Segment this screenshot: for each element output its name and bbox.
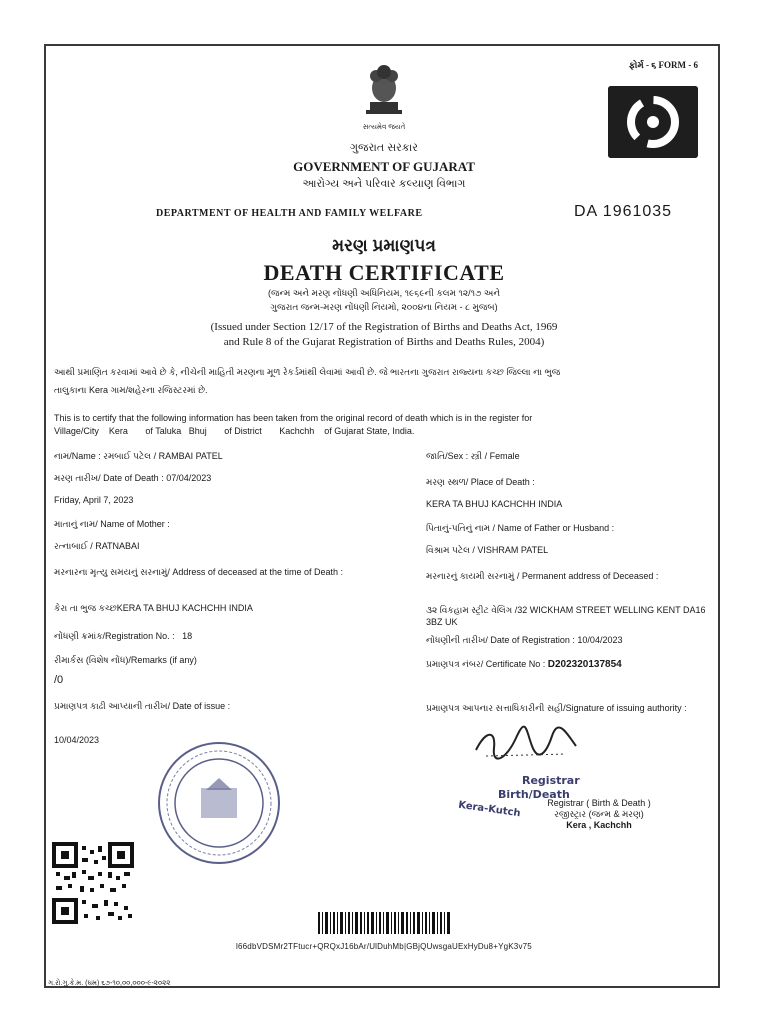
name-label: નામ/Name : bbox=[54, 451, 101, 461]
intro-english-line2: Village/City Kera of Taluka Bhuj of District Kachchh of Gujarat State, India. bbox=[54, 426, 415, 436]
certificate-sheet bbox=[44, 44, 720, 988]
date-of-death-words: Friday, April 7, 2023 bbox=[54, 495, 134, 505]
intro-gujarati-line2: તાલુકાના Kera ગામ/શહેરના રજિસ્ટરમાં છે. bbox=[54, 385, 208, 395]
father-value: વિશ્રામ પટેલ / VISHRAM PATEL bbox=[426, 545, 549, 555]
mother-value: રત્નાબાઈ / RATNABAI bbox=[54, 541, 140, 551]
title-gujarati: મરણ પ્રમાણપત્ર bbox=[332, 236, 436, 255]
barcode-icon bbox=[318, 912, 450, 934]
authority-line1: Registrar ( Birth & Death ) bbox=[547, 798, 651, 808]
registration-no-row bbox=[54, 630, 394, 642]
registration-no-value: 18 bbox=[182, 631, 193, 641]
barcode-text: l66dbVDSMr2TFtucr+QRQxJ16bAr/UlDuhMb|GBjQUwsgaUExHyDu8+YgK3v75 bbox=[236, 942, 532, 951]
remarks-label: રીમાર્કસ (વિશેષ નોંધ)/Remarks (if any) bbox=[54, 655, 197, 665]
sex-label: જાતિ/Sex : bbox=[426, 451, 469, 461]
sex-value: સ્ત્રી / Female bbox=[470, 451, 520, 461]
stamp-line3: Kera-Kutch bbox=[457, 799, 522, 820]
address-value: કેરા તા ભુજ કચ્છKERA TA BHUJ KACHCHH INDIA bbox=[54, 603, 253, 613]
signature-icon bbox=[466, 720, 586, 764]
certificate-no-row bbox=[426, 658, 718, 671]
remarks-value: /0 bbox=[54, 674, 64, 686]
registration-no-label: નોંધણી ક્રમાંક/Registration No. : bbox=[54, 631, 175, 641]
dept-gujarati: આરોગ્ય અને પરિવાર કલ્યાણ વિભાગ bbox=[302, 178, 466, 190]
emblem-caption: સત્યમેવ જયતે bbox=[362, 124, 406, 131]
stamp-line1: Registrar bbox=[522, 774, 580, 787]
registration-date-label: નોંધણીની તારીખ/ Date of Registration : bbox=[426, 635, 575, 645]
authority-line2: રજીસ્ટ્રાર (જન્મ & મરણ) bbox=[554, 809, 644, 819]
sex-row bbox=[426, 450, 718, 462]
act-english-line2: and Rule 8 of the Gujarat Registration of Births and Deaths Rules, 2004) bbox=[223, 336, 545, 348]
act-english-line1: (Issued under Section 12/17 of the Registration of Births and Deaths Act, 1969 bbox=[210, 321, 558, 333]
title-english: DEATH CERTIFICATE bbox=[263, 260, 505, 285]
qr-code-icon bbox=[52, 842, 134, 924]
place-of-death-value: KERA TA BHUJ KACHCHH INDIA bbox=[426, 499, 563, 509]
serial-number: DA 1961035 bbox=[574, 203, 673, 220]
date-of-death-value: 07/04/2023 bbox=[166, 473, 212, 483]
permanent-address-value: ૩૨ વિકહામ સ્ટ્રીટ વેલિંગ /32 WICKHAM STREET WELLING KENT DA16 3BZ UK bbox=[426, 605, 706, 627]
gov-english: GOVERNMENT OF GUJARAT bbox=[293, 159, 475, 174]
office-seal-icon bbox=[154, 740, 284, 866]
date-of-issue-label: પ્રમાણપત્ર કાઢી આપ્યાની તારીખ/ Date of issue : bbox=[54, 701, 231, 711]
issuing-authority bbox=[514, 798, 684, 831]
form-number: ફોર્મ - ૬ FORM - 6 bbox=[628, 60, 698, 70]
authority-line3: Kera , Kachchh bbox=[566, 820, 632, 830]
name-row bbox=[54, 450, 394, 462]
permanent-address-label: મરનારનું કાયમી સરનામું / Permanent address of Deceased : bbox=[426, 571, 659, 581]
stamp-line2: Birth/Death bbox=[498, 788, 570, 801]
certificate-no-value: D202320137854 bbox=[547, 659, 622, 670]
father-label: પિતાનું-પતિનું નામ / Name of Father or Husband : bbox=[426, 523, 615, 533]
dept-english: DEPARTMENT OF HEALTH AND FAMILY WELFARE bbox=[156, 208, 423, 219]
certificate-no-label: પ્રમાણપત્ર નંબર/ Certificate No : bbox=[426, 659, 546, 669]
date-of-death-label: મરણ તારીખ/ Date of Death : bbox=[54, 473, 164, 483]
name-value: રમબાઈ પટેલ / RAMBAI PATEL bbox=[103, 451, 223, 461]
national-emblem-icon bbox=[356, 60, 412, 120]
signature-label: પ્રમાણપત્ર આપનાર સત્તાધિકારીની સહી/Signature of issuing authority : bbox=[426, 703, 687, 713]
intro-english-line1: This is to certify that the following information has been taken from the original record of death which is in the register for bbox=[54, 413, 533, 423]
intro-gujarati-line1: આથી પ્રમાણિત કરવામાં આવે છે કે, નીચેની માહિતી મરણના મૂળ રેકર્ડમાંથી લેવામાં આવી છે. જે ભારતના ગુજરાત રાજ્યના કચ્છ જિલ્લા ના ભુજ bbox=[54, 367, 561, 377]
date-of-issue-value: 10/04/2023 bbox=[54, 735, 100, 745]
place-of-death-label: મરણ સ્થળ/ Place of Death : bbox=[426, 477, 535, 487]
date-of-death-row bbox=[54, 472, 394, 484]
act-gujarati-line2: ગુજરાત જન્મ-મરણ નોંધણી નિયમો, ૨૦૦૪ના નિયમ - ૮ મુજબ) bbox=[270, 302, 498, 312]
act-gujarati-line1: (જન્મ અને મરણ નોંધણી અધિનિયમ, ૧૯૬૯ની કલમ ૧૨/૧૭ અને bbox=[267, 288, 501, 298]
registration-date-value: 10/04/2023 bbox=[577, 635, 623, 645]
gov-gujarati: ગુજરાત સરકાર bbox=[350, 142, 418, 154]
footer-print-code: ગ.રો.ગુ.કે.મ. (ઘમ) ૬૭-૧૦,૦૦,૦૦૦-૯-૨૦૨૨ bbox=[48, 980, 171, 987]
registration-date-row bbox=[426, 634, 718, 646]
address-label: મરનારના મૃત્યુ સમયનું સરનામું/ Address of deceased at the time of Death : bbox=[54, 567, 343, 577]
mother-label: માતાનું નામ/ Name of Mother : bbox=[54, 519, 170, 529]
